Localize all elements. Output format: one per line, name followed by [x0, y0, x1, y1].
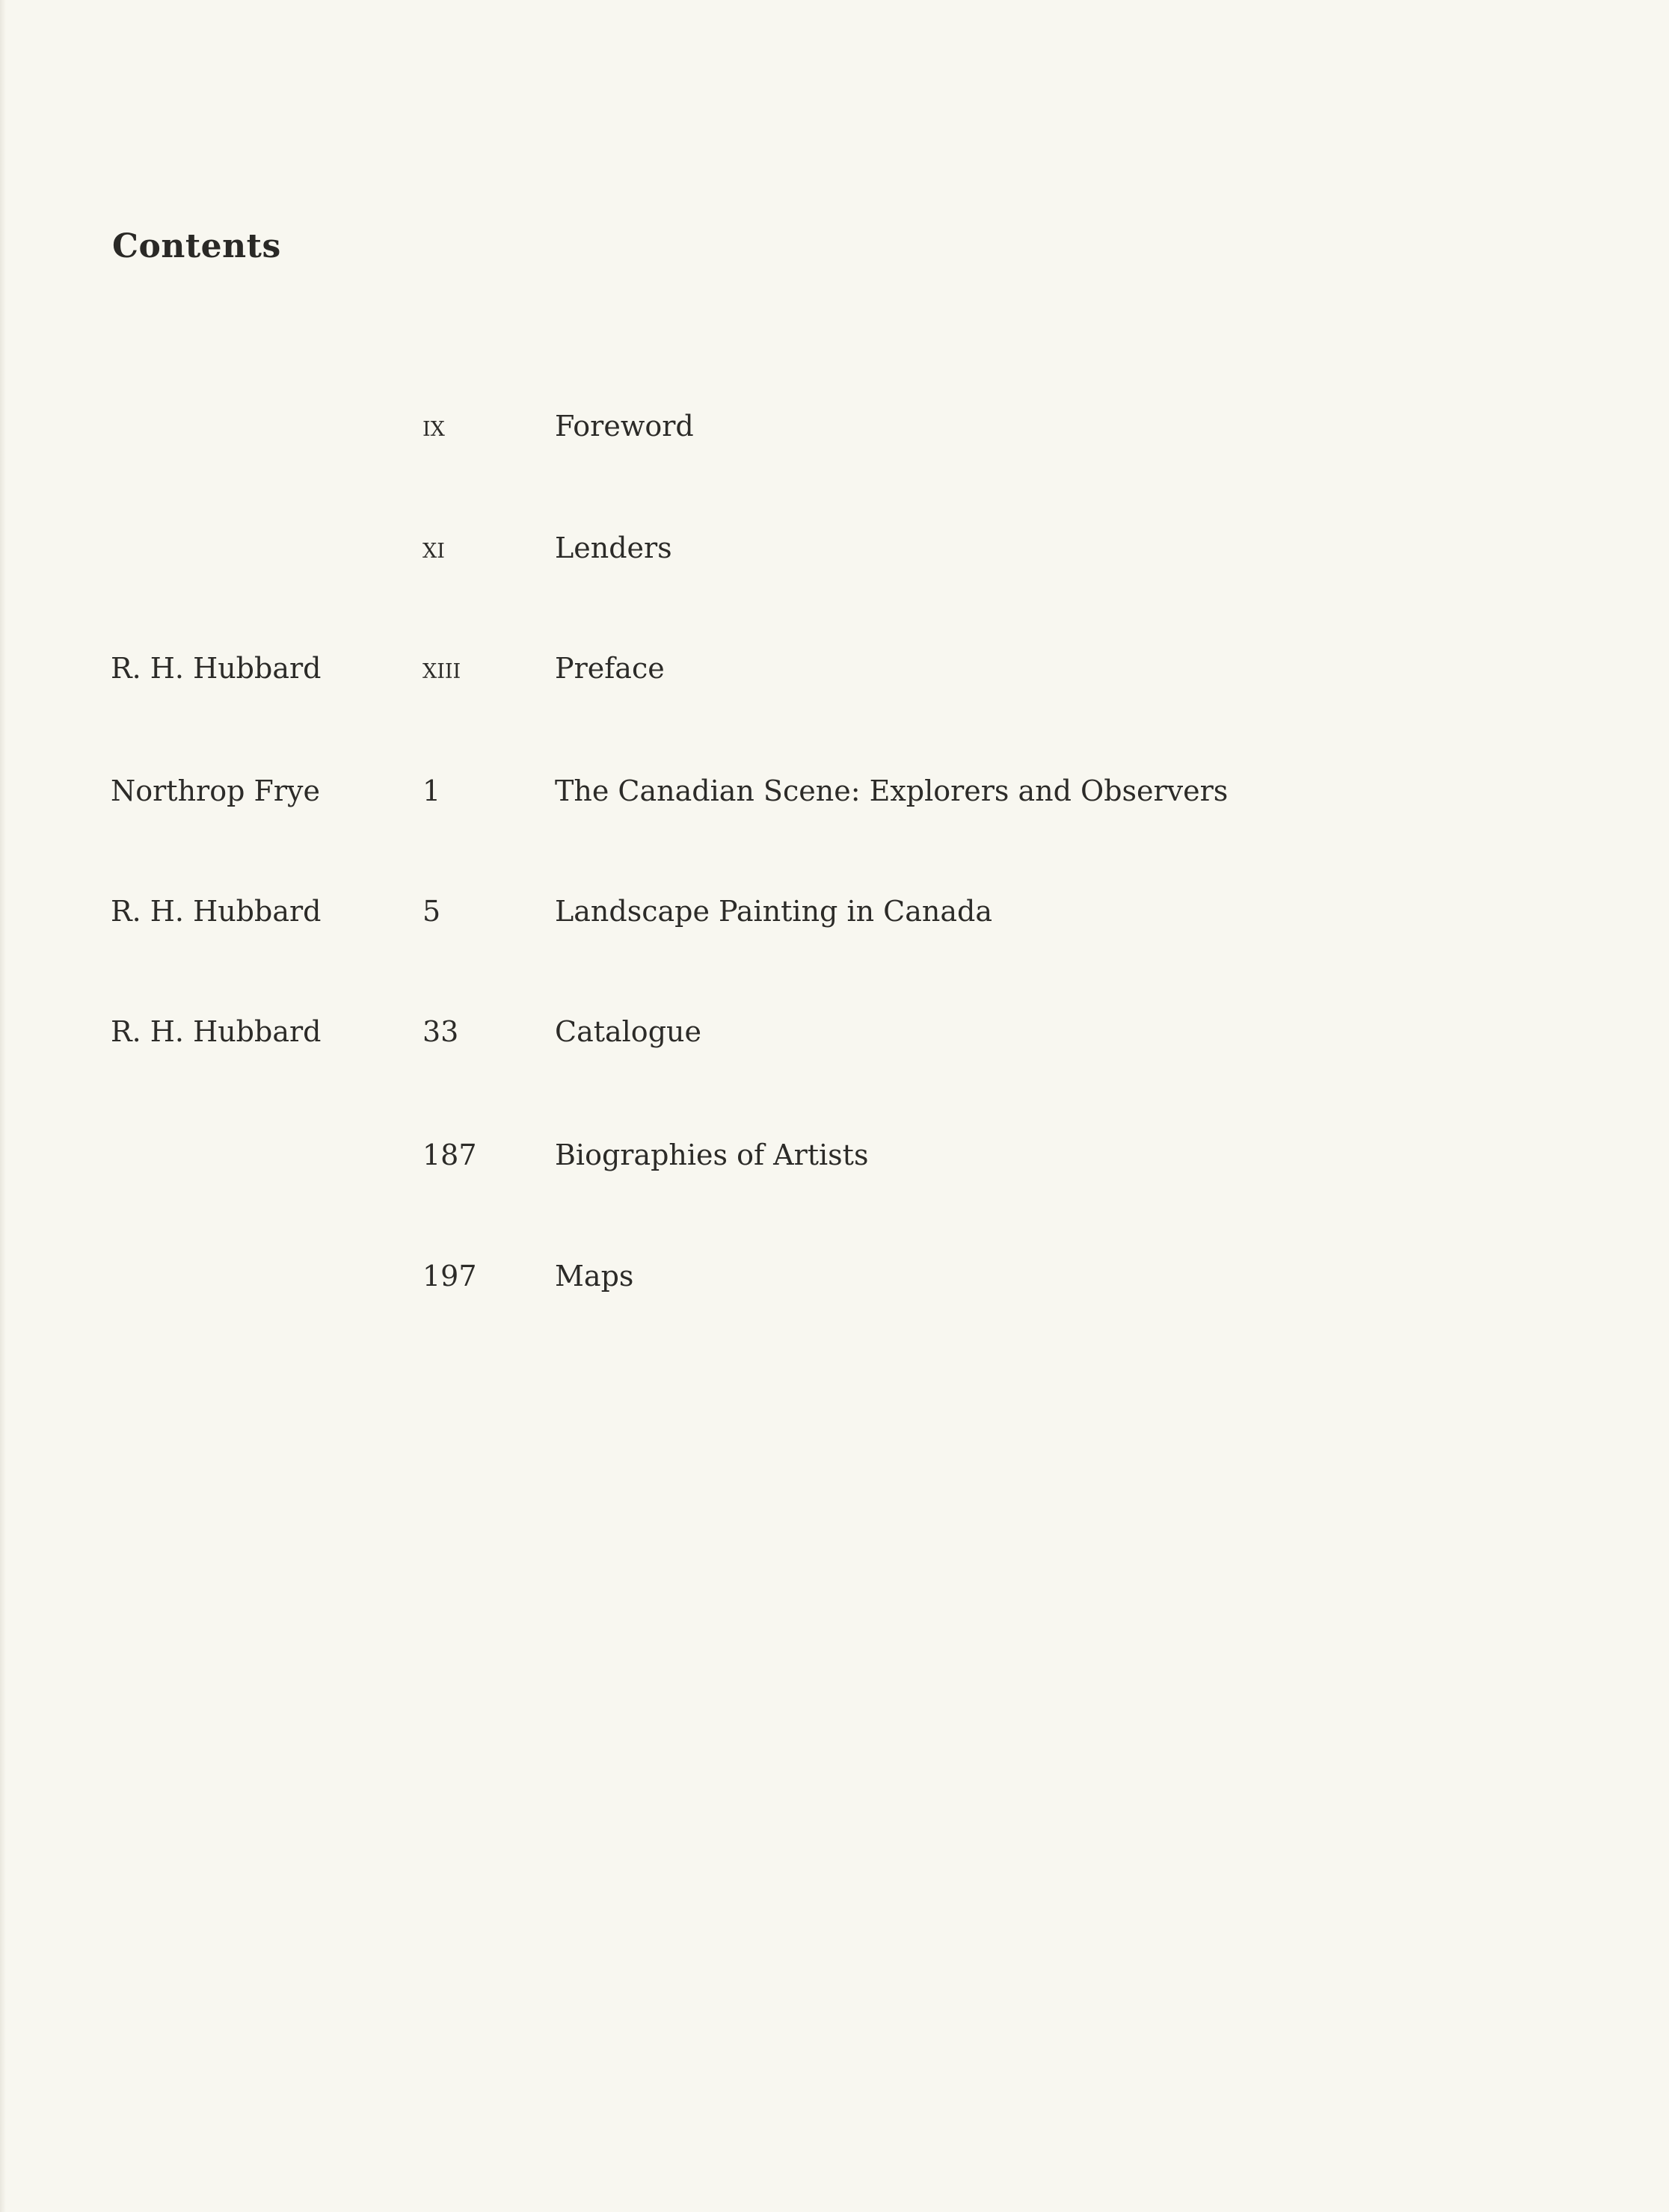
toc-page-number: ix — [422, 410, 445, 443]
toc-page-number: 197 — [422, 1260, 477, 1293]
toc-page-number: 5 — [422, 895, 441, 928]
toc-row — [0, 889, 1669, 934]
toc-entry-title: Foreword — [555, 410, 694, 443]
toc-page-number: 187 — [422, 1139, 477, 1171]
toc-entry-title: Biographies of Artists — [555, 1139, 869, 1171]
toc-entry-title: Maps — [555, 1260, 634, 1293]
toc-author: R. H. Hubbard — [111, 652, 322, 685]
toc-author: R. H. Hubbard — [111, 1015, 322, 1048]
toc-row — [0, 1254, 1669, 1298]
toc-page-number: xi — [422, 532, 445, 564]
page-edge — [0, 0, 6, 2212]
toc-row — [0, 1009, 1669, 1054]
toc-entry-title: The Canadian Scene: Explorers and Observers — [555, 774, 1229, 807]
toc-entry-title: Catalogue — [555, 1015, 701, 1048]
toc-entry-title: Landscape Painting in Canada — [555, 895, 993, 928]
toc-row — [0, 646, 1669, 691]
toc-page-number: xiii — [422, 652, 461, 685]
page-title: Contents — [112, 227, 281, 265]
toc-row — [0, 1133, 1669, 1177]
toc-row — [0, 768, 1669, 813]
toc-entry-title: Lenders — [555, 532, 672, 564]
toc-row — [0, 526, 1669, 570]
toc-author: R. H. Hubbard — [111, 895, 322, 928]
toc-author: Northrop Frye — [111, 774, 320, 807]
toc-page-number: 1 — [422, 774, 441, 807]
toc-entry-title: Preface — [555, 652, 665, 685]
toc-page-number: 33 — [422, 1015, 459, 1048]
toc-row — [0, 404, 1669, 449]
